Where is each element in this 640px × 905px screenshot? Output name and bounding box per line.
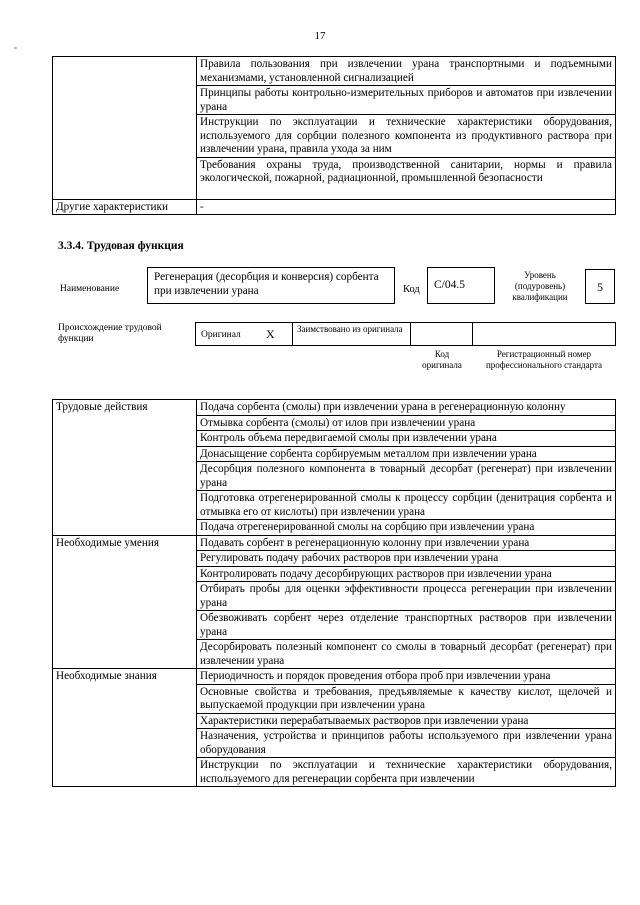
table-row <box>53 669 616 685</box>
code-label: Код <box>403 284 420 295</box>
group-label-cell: Необходимые умения <box>53 535 197 669</box>
borrowed-label: Заимствовано из оригинала <box>297 324 403 334</box>
scan-mark <box>14 47 17 49</box>
group-item-cell: Отбирать пробы для оценки эффективности процесса регенерации при извлечении урана <box>197 582 616 611</box>
group-item-cell: Подача сорбента (смолы) при извлечении урана в регенерационную колонну <box>197 400 616 416</box>
group-item-cell: Отмывка сорбента (смолы) от илов при извлечении урана <box>197 415 616 431</box>
group-item-cell: Подача отрегенерированной смолы на сорбцию при извлечении урана <box>197 520 616 536</box>
group-label-cell: Трудовые действия <box>53 400 197 536</box>
code-value: C/04.5 <box>434 279 465 291</box>
row-text-cell: Принципы работы контрольно-измерительных приборов и автоматов при извлечении урана <box>197 86 616 115</box>
row-text-cell: Требования охраны труда, производственной санитарии, нормы и правила экологической, пожарной, радиационной, промышленной безопасности <box>197 157 616 199</box>
function-name-value: Регенерация (десорбция и конверсия) сорбента при извлечении урана <box>154 271 379 297</box>
regnum-caption: Регистрационный номер профессионального стандарта <box>485 349 603 370</box>
group-item-cell: Подавать сорбент в регенерационную колонну при извлечении урана <box>197 535 616 551</box>
level-value: 5 <box>597 280 603 294</box>
group-item-cell: Инструкции по эксплуатации и технические характеристики оборудования, используемого для регенерации сорбента при извлечении <box>197 758 616 787</box>
original-mark: X <box>266 327 275 341</box>
level-label: Уровень (подуровень) квалификации <box>512 270 568 302</box>
table-row <box>53 57 616 86</box>
origin-label: Происхождение трудовой функции <box>58 323 162 344</box>
page-number: 17 <box>314 30 326 42</box>
group-item-cell: Периодичность и порядок проведения отбора проб при извлечении урана <box>197 669 616 685</box>
code-box <box>427 267 495 304</box>
group-label-cell: Необходимые знания <box>53 669 197 787</box>
name-label: Наименование <box>60 284 120 294</box>
row-label-cell: Другие характеристики <box>53 199 197 215</box>
group-item-cell: Донасыщение сорбента сорбируемым металлом при извлечении урана <box>197 446 616 462</box>
level-box <box>585 269 615 304</box>
code-original-caption: Код оригинала <box>422 349 462 370</box>
group-item-cell: Основные свойства и требования, предъявляемые к качеству кислот, щелочей и выпускаемой продукции при извлечении урана <box>197 684 616 713</box>
group-item-cell: Десорбировать полезный компонент со смолы в товарный десорбат (регенерат) при извлечении урана <box>197 640 616 669</box>
row-text-cell: Инструкции по эксплуатации и технические характеристики оборудования, используемого для сорбции полезного компонента из продуктивного раствора при извлечении урана, правила ухода за ним <box>197 115 616 158</box>
section-heading: 3.3.4. Трудовая функция <box>58 240 184 252</box>
table-row <box>53 535 616 551</box>
row-text-cell: - <box>197 199 616 215</box>
top-characteristics-table <box>52 56 616 215</box>
group-item-cell: Контроль объема передвигаемой смолы при извлечении урана <box>197 431 616 447</box>
table-row <box>53 199 616 215</box>
group-item-cell: Регулировать подачу рабочих растворов при извлечении урана <box>197 551 616 567</box>
group-item-cell: Десорбция полезного компонента в товарный десорбат (регенерат) при извлечении урана <box>197 462 616 491</box>
table-row <box>53 400 616 416</box>
origin-row <box>195 322 616 346</box>
row-label-cell <box>53 57 197 200</box>
row-text-cell: Правила пользования при извлечении урана транспортными и подъемными механизмами, установленной сигнализацией <box>197 57 616 86</box>
group-item-cell: Контролировать подачу десорбирующих растворов при извлечении урана <box>197 566 616 582</box>
group-item-cell: Характеристики перерабатываемых растворов при извлечении урана <box>197 713 616 729</box>
group-item-cell: Обезвоживать сорбент через отделение транспортных растворов при извлечении урана <box>197 611 616 640</box>
group-item-cell: Подготовка отрегенерированной смолы к процессу сорбции (денитрация сорбента и отмывка его от кислоты) при извлечении урана <box>197 491 616 520</box>
original-label: Оригинал <box>201 330 241 340</box>
group-item-cell: Назначения, устройства и принципов работы используемого при извлечении урана оборудования <box>197 729 616 758</box>
labor-function-table <box>52 399 616 787</box>
function-name-box <box>147 267 395 304</box>
